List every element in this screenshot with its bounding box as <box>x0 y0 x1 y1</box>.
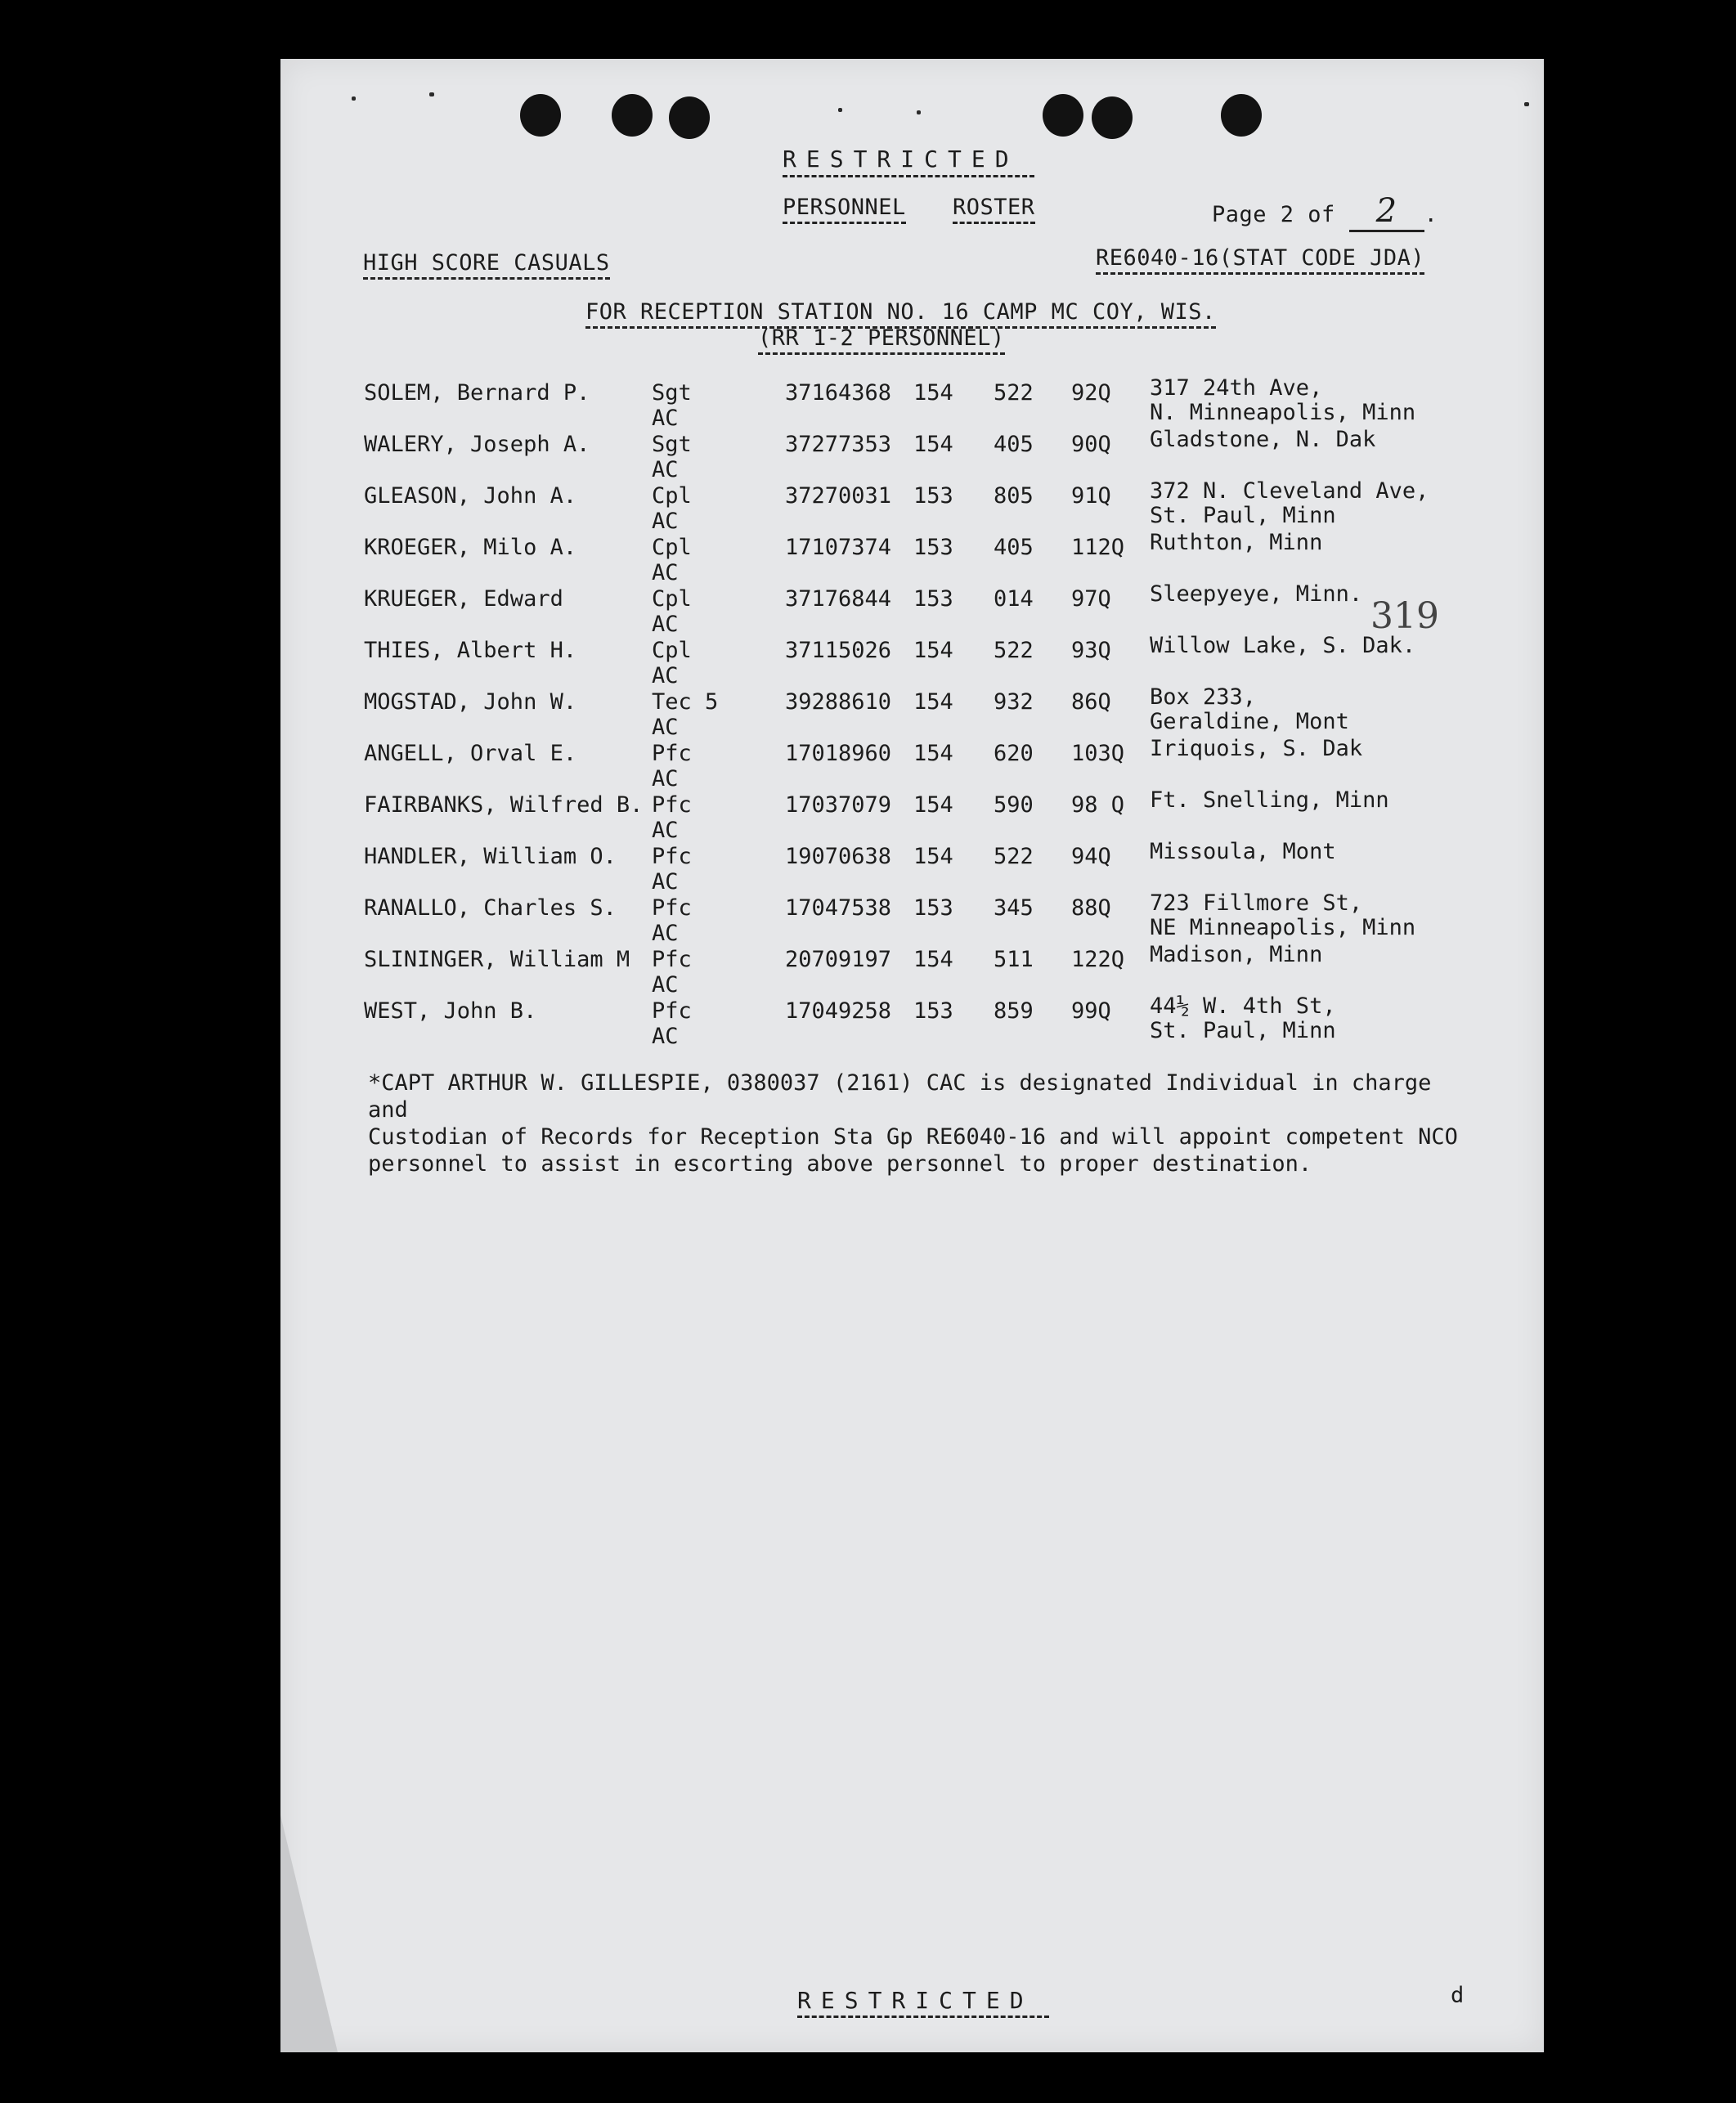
grade: Pfc <box>652 947 692 972</box>
classification-top: RESTRICTED <box>783 146 1019 173</box>
document-title-part2: ROSTER <box>953 195 1035 224</box>
name: SLININGER, William M <box>364 947 630 972</box>
group-label: HIGH SCORE CASUALS <box>363 250 610 280</box>
code-2: 014 <box>994 586 1034 612</box>
address-line-1: Iriquois, S. Dak <box>1150 736 1363 761</box>
classification-top-underline <box>783 175 1034 177</box>
branch: AC <box>652 406 679 431</box>
code-1: 153 <box>913 895 953 921</box>
speck <box>838 108 842 112</box>
punch-hole <box>669 96 710 139</box>
speck <box>429 92 434 96</box>
branch: AC <box>652 972 679 998</box>
code-3: 94Q <box>1071 844 1111 869</box>
serial-number: 17018960 <box>785 741 892 766</box>
address-line-1: Ft. Snelling, Minn <box>1150 787 1389 813</box>
serial-number: 37277353 <box>785 432 892 457</box>
code-3: 99Q <box>1071 998 1111 1024</box>
branch: AC <box>652 766 679 791</box>
name: RANALLO, Charles S. <box>364 895 617 921</box>
code-1: 154 <box>913 638 953 663</box>
serial-number: 37176844 <box>785 586 892 612</box>
custodian-note: *CAPT ARTHUR W. GILLESPIE, 0380037 (2161) CAC is designated Individual in charge and Custodian of Records for Reception Sta Gp RE6040-16 and will appoint competent NCO personnel to assist in escorting above personnel to proper destination. <box>368 1070 1458 1177</box>
code-2: 805 <box>994 483 1034 509</box>
grade: Pfc <box>652 741 692 766</box>
address-line-1: 44½ W. 4th St, <box>1150 993 1336 1019</box>
classification-bottom-underline <box>797 2016 1049 2018</box>
code-2: 522 <box>994 380 1034 406</box>
code-1: 153 <box>913 535 953 560</box>
serial-number: 37164368 <box>785 380 892 406</box>
punch-hole <box>1221 94 1262 137</box>
grade: Cpl <box>652 483 692 509</box>
code-1: 154 <box>913 432 953 457</box>
branch: AC <box>652 612 679 637</box>
serial-number: 37115026 <box>785 638 892 663</box>
code-3: 122Q <box>1071 947 1125 972</box>
name: GLEASON, John A. <box>364 483 577 509</box>
code-1: 153 <box>913 483 953 509</box>
punch-hole <box>1043 94 1083 137</box>
address-line-2: Geraldine, Mont <box>1150 709 1349 734</box>
code-3: 112Q <box>1071 535 1125 560</box>
serial-number: 17047538 <box>785 895 892 921</box>
code-1: 154 <box>913 380 953 406</box>
code-1: 154 <box>913 741 953 766</box>
name: WALERY, Joseph A. <box>364 432 590 457</box>
code-2: 511 <box>994 947 1034 972</box>
name: THIES, Albert H. <box>364 638 577 663</box>
code-3: 98 Q <box>1071 792 1125 818</box>
address-line-1: 317 24th Ave, <box>1150 375 1323 401</box>
branch: AC <box>652 1024 679 1049</box>
page-curl <box>280 1815 338 2052</box>
punch-hole <box>1092 96 1133 139</box>
serial-number: 19070638 <box>785 844 892 869</box>
address-line-1: Willow Lake, S. Dak. <box>1150 633 1416 658</box>
branch: AC <box>652 869 679 895</box>
code-1: 153 <box>913 586 953 612</box>
name: ANGELL, Orval E. <box>364 741 577 766</box>
code-3: 91Q <box>1071 483 1111 509</box>
serial-number: 37270031 <box>785 483 892 509</box>
speck <box>917 110 921 114</box>
page-suffix: . <box>1424 202 1438 227</box>
code-1: 153 <box>913 998 953 1024</box>
code-3: 90Q <box>1071 432 1111 457</box>
name: FAIRBANKS, Wilfred B. <box>364 792 644 818</box>
grade: Pfc <box>652 998 692 1024</box>
speck <box>1524 102 1529 106</box>
code-3: 88Q <box>1071 895 1111 921</box>
code-3: 103Q <box>1071 741 1125 766</box>
address-line-1: Madison, Minn <box>1150 942 1323 967</box>
name: WEST, John B. <box>364 998 537 1024</box>
code-1: 154 <box>913 844 953 869</box>
code-1: 154 <box>913 689 953 715</box>
branch: AC <box>652 560 679 585</box>
grade: Pfc <box>652 844 692 869</box>
name: SOLEM, Bernard P. <box>364 380 590 406</box>
corner-mark: d <box>1451 1983 1465 2008</box>
name: MOGSTAD, John W. <box>364 689 577 715</box>
grade: Cpl <box>652 535 692 560</box>
address-line-2: St. Paul, Minn <box>1150 503 1336 528</box>
stat-code: RE6040-16(STAT CODE JDA) <box>1096 245 1424 275</box>
address-line-2: NE Minneapolis, Minn <box>1150 915 1416 940</box>
grade: Pfc <box>652 895 692 921</box>
address-line-1: Gladstone, N. Dak <box>1150 427 1376 452</box>
address-line-1: Ruthton, Minn <box>1150 530 1323 555</box>
code-2: 590 <box>994 792 1034 818</box>
code-2: 932 <box>994 689 1034 715</box>
code-2: 405 <box>994 432 1034 457</box>
grade: Cpl <box>652 586 692 612</box>
code-2: 345 <box>994 895 1034 921</box>
station-heading: FOR RECEPTION STATION NO. 16 CAMP MC COY, WIS. <box>585 299 1216 329</box>
grade: Sgt <box>652 380 692 406</box>
code-1: 154 <box>913 792 953 818</box>
serial-number: 17037079 <box>785 792 892 818</box>
branch: AC <box>652 921 679 946</box>
address-line-1: 372 N. Cleveland Ave, <box>1150 478 1429 504</box>
address-line-1: Sleepyeye, Minn. <box>1150 581 1363 607</box>
grade: Tec 5 <box>652 689 719 715</box>
serial-number: 39288610 <box>785 689 892 715</box>
address-line-2: N. Minneapolis, Minn <box>1150 400 1416 425</box>
page-indicator <box>1212 192 1438 232</box>
branch: AC <box>652 663 679 688</box>
punch-hole <box>520 94 561 137</box>
grade: Cpl <box>652 638 692 663</box>
branch: AC <box>652 509 679 534</box>
code-3: 92Q <box>1071 380 1111 406</box>
code-3: 93Q <box>1071 638 1111 663</box>
code-2: 405 <box>994 535 1034 560</box>
page-stamp-number: 319 <box>1370 595 1439 637</box>
address-line-1: Missoula, Mont <box>1150 839 1336 864</box>
branch: AC <box>652 818 679 843</box>
document-title-part1: PERSONNEL <box>783 195 906 224</box>
code-3: 97Q <box>1071 586 1111 612</box>
code-3: 86Q <box>1071 689 1111 715</box>
code-2: 620 <box>994 741 1034 766</box>
address-line-1: 723 Fillmore St, <box>1150 890 1363 916</box>
branch: AC <box>652 715 679 740</box>
classification-bottom: RESTRICTED <box>797 1987 1034 2014</box>
name: KROEGER, Milo A. <box>364 535 577 560</box>
page-prefix: Page 2 of <box>1212 202 1335 227</box>
serial-number: 17107374 <box>785 535 892 560</box>
punch-hole <box>612 94 653 137</box>
document-page <box>280 59 1544 2052</box>
grade: Pfc <box>652 792 692 818</box>
station-subheading: (RR 1-2 PERSONNEL) <box>758 325 1005 355</box>
code-2: 859 <box>994 998 1034 1024</box>
speck <box>352 96 356 101</box>
address-line-2: St. Paul, Minn <box>1150 1018 1336 1043</box>
address-line-1: Box 233, <box>1150 684 1257 710</box>
name: HANDLER, William O. <box>364 844 617 869</box>
code-2: 522 <box>994 638 1034 663</box>
serial-number: 20709197 <box>785 947 892 972</box>
name: KRUEGER, Edward <box>364 586 563 612</box>
code-2: 522 <box>994 844 1034 869</box>
code-1: 154 <box>913 947 953 972</box>
branch: AC <box>652 457 679 482</box>
grade: Sgt <box>652 432 692 457</box>
page-total: 2 <box>1349 192 1424 232</box>
serial-number: 17049258 <box>785 998 892 1024</box>
